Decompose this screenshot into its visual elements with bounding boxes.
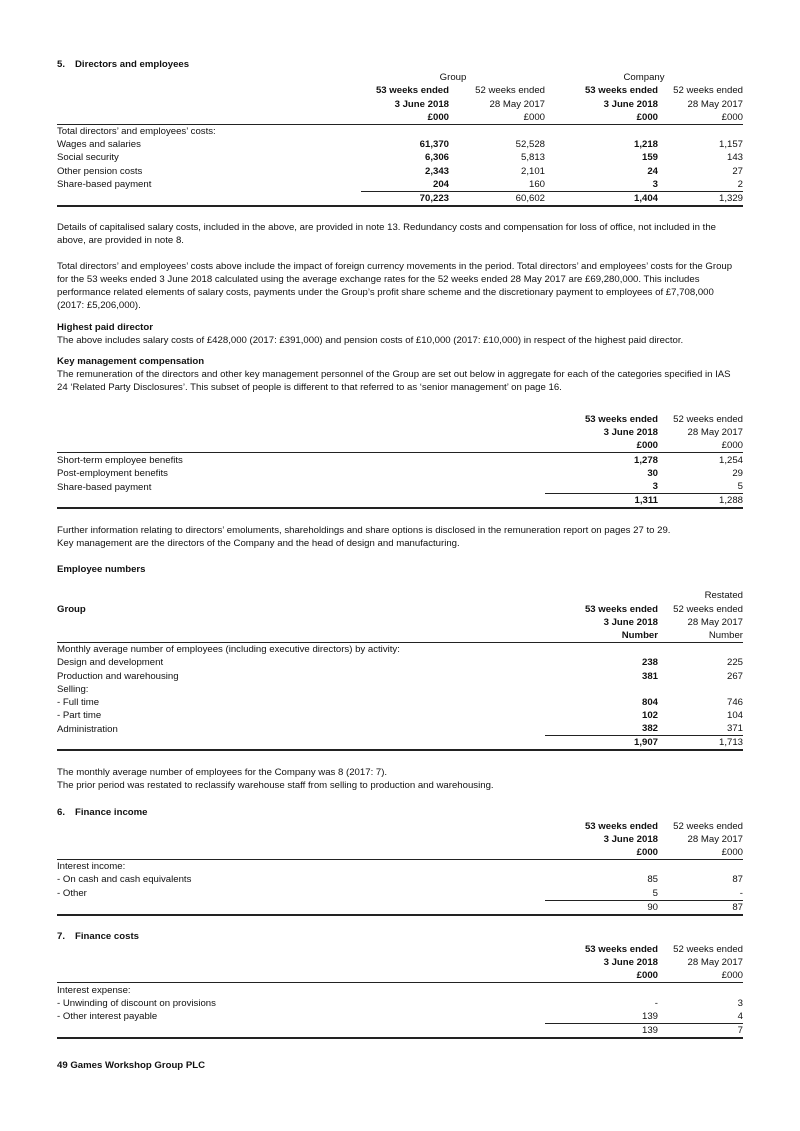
finance-income-table (57, 819, 743, 915)
row-label: Post-employment benefits (57, 467, 168, 479)
cell-value: 87 (732, 874, 743, 886)
cell-value: 3 (737, 997, 743, 1009)
col-header: Number (708, 629, 743, 641)
row-label: Selling: (57, 683, 89, 695)
col-header: 3 June 2018 (603, 833, 658, 845)
table-row (57, 151, 743, 164)
col-header: £000 (427, 111, 449, 123)
cell-value: 61,370 (419, 139, 449, 151)
row-label: Wages and salaries (57, 139, 141, 151)
row-label: Administration (57, 723, 118, 735)
directors-employees-costs-table (57, 71, 743, 207)
col-header: 3 June 2018 (603, 98, 659, 110)
employee-numbers-table (57, 589, 743, 751)
cell-value: 5 (737, 481, 743, 492)
cell-value: 3 (652, 481, 658, 492)
cell-value: 804 (641, 696, 658, 708)
total-value: 139 (545, 1023, 658, 1038)
cell-value: 159 (642, 152, 659, 164)
cell-value: 2 (737, 178, 744, 190)
col-header: 53 weeks ended (584, 603, 658, 615)
cell-value: 382 (641, 723, 658, 735)
cell-value: 2,101 (521, 165, 546, 177)
col-header: 28 May 2017 (687, 427, 743, 439)
section-title-text: Directors and employees (75, 59, 190, 70)
cell-value: 27 (732, 165, 744, 177)
cell-value: 143 (727, 152, 744, 164)
table-row (57, 722, 743, 736)
total-value: 1,404 (545, 191, 658, 206)
row-label: - Other interest payable (57, 1011, 158, 1023)
row-label: Production and warehousing (57, 670, 179, 682)
col-header: 52 weeks ended (673, 820, 743, 832)
row-label: - Other (57, 888, 87, 900)
col-header: 28 May 2017 (687, 98, 744, 110)
cell-value: 104 (726, 710, 743, 722)
row-label: Short-term employee benefits (57, 453, 545, 467)
cell-value: 85 (647, 874, 658, 886)
cell-value: 5,813 (521, 152, 546, 164)
cell-value: 29 (732, 467, 743, 479)
total-value: 87 (658, 900, 743, 915)
key-management-table (57, 413, 743, 509)
cell-value: 52,528 (515, 139, 546, 151)
table-row (57, 164, 743, 177)
col-header: 53 weeks ended (375, 85, 449, 97)
total-value: 1,713 (658, 736, 743, 751)
cell-value: 225 (726, 657, 743, 669)
cell-value: - (739, 887, 743, 899)
col-header: £000 (636, 440, 658, 452)
row-label: Social security (57, 152, 119, 164)
cell-value: 102 (641, 710, 658, 722)
cell-value: 371 (726, 723, 743, 735)
table-intro-label: Total directors’ and employees’ costs: (57, 124, 743, 138)
table-row (57, 453, 743, 467)
cell-value: 1,278 (545, 453, 658, 467)
table-row (57, 1010, 743, 1024)
table-row (57, 696, 743, 709)
paragraph: The monthly average number of employees for the Company was 8 (2017: 7). (57, 767, 388, 779)
table-row (57, 709, 743, 722)
table-intro-label: Monthly average number of employees (including executive directors) by activity: (57, 642, 743, 656)
section-number: 5. (57, 59, 66, 70)
table-row (57, 480, 743, 494)
col-header: 28 May 2017 (687, 833, 743, 845)
group-label: Group (57, 603, 86, 615)
section-7-title (57, 930, 743, 943)
cell-value: 1,157 (719, 139, 744, 151)
col-header: 53 weeks ended (584, 943, 658, 955)
col-header: 3 June 2018 (603, 957, 658, 969)
section-6-title (57, 806, 743, 819)
company-header: Company (623, 72, 665, 84)
cell-value: 204 (432, 178, 449, 190)
total-value: 70,223 (361, 191, 449, 206)
table-row (57, 997, 743, 1010)
paragraph: The above includes salary costs of £428,000 (2017: £391,000) and pension costs of £10,000 (2017: £10,000) in respect of the highest paid director. (57, 334, 684, 346)
table-intro-label: Interest expense: (57, 983, 743, 997)
col-header: 52 weeks ended (673, 603, 743, 615)
row-label: Share-based payment (57, 481, 152, 493)
col-header: 3 June 2018 (603, 616, 658, 628)
table-row (57, 467, 743, 480)
subheading: Employee numbers (57, 564, 146, 576)
row-label: Other pension costs (57, 165, 143, 177)
col-header: 28 May 2017 (489, 98, 546, 110)
col-header: 3 June 2018 (603, 427, 658, 439)
section-title-text: Finance costs (75, 930, 139, 942)
total-row (57, 494, 743, 509)
subheading: Highest paid director (57, 321, 153, 333)
cell-value: 24 (647, 165, 659, 177)
total-row (57, 736, 743, 751)
cell-value: 267 (726, 670, 743, 682)
cell-value: 160 (529, 178, 546, 190)
cell-value: 5 (652, 887, 658, 899)
cell-value (658, 683, 743, 696)
cell-value: 238 (641, 657, 658, 669)
col-header: £000 (721, 111, 744, 123)
col-header: £000 (721, 847, 743, 858)
col-header: 53 weeks ended (584, 85, 659, 97)
col-header: 52 weeks ended (475, 85, 546, 97)
col-header: 28 May 2017 (687, 957, 743, 969)
col-header: 53 weeks ended (584, 820, 658, 832)
col-header: 3 June 2018 (394, 98, 449, 110)
paragraph: Total directors’ and employees’ costs above include the impact of foreign currency movements in the period. Total directors’ and employees’ costs for the Group for the 53 weeks ended 3 June 2018 calculated using the average exchange rates for the 52 weeks ended 28 May 2017 are £69,280,000. This includes performance related elements of salary costs, payments under the Group’s profit share scheme and the discretionary payment to employees of £7,708,000 (2017: £5,206,000). (57, 260, 733, 311)
row-label: - Unwinding of discount on provisions (57, 997, 216, 1009)
paragraph: Key management are the directors of the Company and the head of design and manufacturing. (57, 538, 460, 550)
total-row (57, 1023, 743, 1038)
cell-value: - (654, 997, 658, 1009)
col-header: £000 (636, 970, 658, 982)
table-row (57, 683, 743, 696)
row-label: - Full time (57, 696, 100, 708)
paragraph: Details of capitalised salary costs, included in the above, are provided in note 13. Redundancy costs and compensation for loss of office, not included in the above, are provided in note 8. (57, 221, 716, 246)
col-header: £000 (721, 440, 743, 452)
finance-costs-table (57, 943, 743, 1039)
paragraph: The remuneration of the directors and other key management personnel of the Group are set out below in aggregate for each of the categories specified in IAS 24 ‘Related Party Disclosures’. This subset of people is different to that referred to as ‘senior management’ on page 16. (57, 368, 731, 393)
cell-value: 1,218 (634, 139, 659, 151)
restated-label: Restated (704, 590, 743, 602)
col-header: 52 weeks ended (673, 85, 744, 97)
table-row (57, 138, 743, 151)
col-header: £000 (636, 111, 659, 123)
cell-value: 6,306 (424, 152, 449, 164)
row-label: Share-based payment (57, 179, 152, 191)
col-header: £000 (523, 111, 546, 123)
total-value: 90 (545, 900, 658, 915)
row-label: Design and development (57, 657, 164, 669)
total-value: 7 (658, 1023, 743, 1038)
table-row (57, 656, 743, 669)
col-header: 52 weeks ended (673, 943, 743, 955)
cell-value: 1,254 (658, 453, 743, 467)
group-header: Group (439, 72, 467, 84)
cell-value: 139 (641, 1010, 658, 1022)
total-value: 1,329 (658, 191, 743, 206)
cell-value: 4 (737, 1010, 743, 1022)
cell-value (545, 683, 658, 696)
row-label: - On cash and cash equivalents (57, 874, 192, 886)
cell-value: 746 (726, 696, 743, 708)
total-value: 1,311 (545, 494, 658, 509)
total-value: 1,907 (545, 736, 658, 751)
table-row (57, 886, 743, 900)
cell-value: 381 (641, 670, 658, 682)
col-header: 53 weeks ended (584, 414, 658, 426)
cell-value: 2,343 (424, 165, 449, 177)
total-row (57, 900, 743, 915)
table-intro-label: Interest income: (57, 860, 743, 874)
page (57, 58, 743, 1039)
section-5-title (57, 58, 743, 71)
cell-value: 3 (652, 178, 659, 190)
section-title-text: Finance income (75, 807, 148, 819)
total-value: 60,602 (449, 191, 545, 206)
paragraph: Further information relating to directors’ emoluments, shareholdings and share options is disclosed in the remuneration report on pages 27 to 29. (57, 525, 671, 537)
subheading: Key management compensation (57, 355, 205, 367)
col-header: £000 (636, 847, 658, 858)
row-label: - Part time (57, 710, 102, 722)
table-row (57, 873, 743, 886)
col-header: 52 weeks ended (673, 414, 743, 426)
table-row (57, 669, 743, 682)
total-row (57, 191, 743, 206)
paragraph: The prior period was restated to reclassify warehouse staff from selling to production and warehousing. (57, 780, 494, 792)
page-footer: 49 Games Workshop Group PLC (57, 1060, 206, 1071)
cell-value: 30 (647, 467, 658, 479)
col-header: 28 May 2017 (687, 616, 743, 628)
section-number: 6. (57, 807, 66, 819)
col-header: £000 (721, 970, 743, 982)
total-value: 1,288 (658, 494, 743, 509)
table-row (57, 178, 743, 192)
section-number: 7. (57, 930, 66, 942)
col-header: Number (621, 629, 658, 641)
